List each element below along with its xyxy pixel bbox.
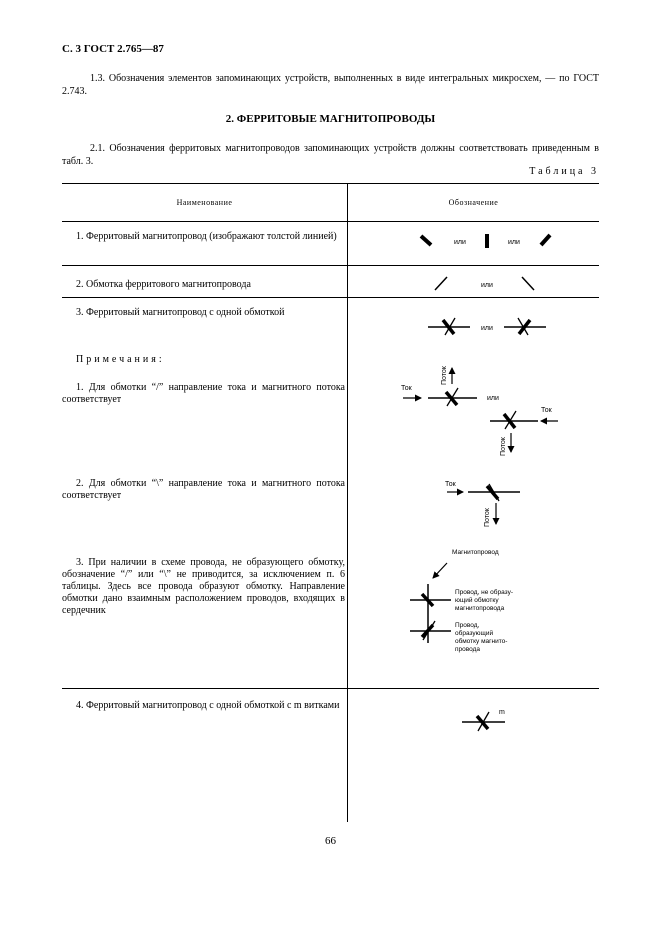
core-slant-right	[541, 235, 550, 245]
or-label: или	[454, 239, 466, 246]
page-number: 66	[325, 835, 336, 847]
flux-label: Поток	[500, 437, 507, 456]
note-1: 1. Для обмотки “/” направление тока и магнитного потока соответствует	[62, 382, 345, 405]
arrow-pointer-icon	[433, 563, 447, 578]
note-3-diagram	[410, 549, 515, 653]
paragraph-2-1: 2.1. Обозначения ферритовых магнитопроводов запоминающих устройств должны соответствовать приведенным в табл. 3.	[62, 143, 599, 167]
page-header: С. 3 ГОСТ 2.765—87	[62, 43, 164, 55]
paragraph-1-3: 1.3. Обозначения элементов запоминающих устройств, выполненных в виде интегральных микросхем, — по ГОСТ 2.743.	[62, 73, 599, 97]
core-winding-symbol-row-3	[428, 318, 546, 335]
column-header-symbol: Обозначение	[448, 198, 499, 207]
flux-label: Поток	[441, 366, 448, 385]
row-4-name: 4. Ферритовый магнитопровод с одной обмоткой с m витками	[76, 700, 340, 711]
or-label: или	[487, 395, 499, 402]
or-label: или	[481, 282, 493, 289]
wire-winding-label: Провод, образующий обмотку магнито- провода	[455, 622, 508, 653]
core-slant-left	[421, 236, 431, 245]
m-label: m	[499, 709, 505, 716]
winding-back-slash	[522, 277, 534, 290]
magnetic-core-label: Магнитопровод	[452, 549, 499, 556]
table-caption: Таблица 3	[529, 166, 599, 177]
or-label: или	[508, 239, 520, 246]
flux-label: Поток	[484, 508, 491, 527]
current-label: Ток	[541, 407, 552, 414]
winding-forward-slash	[435, 277, 447, 290]
column-header-name: Наименование	[176, 198, 233, 207]
wire-not-winding-label: Провод, не образу- ющий обмотку магнитопровода	[455, 589, 513, 612]
winding-symbol-row-2	[435, 277, 534, 290]
current-label: Ток	[401, 385, 412, 392]
row-3-name: 3. Ферритовый магнитопровод с одной обмоткой	[76, 307, 285, 318]
current-label: Ток	[445, 481, 456, 488]
note-2: 2. Для обмотки “\” направление тока и магнитного потока соответствует	[62, 478, 345, 501]
section-title: 2. ФЕРРИТОВЫЕ МАГНИТОПРОВОДЫ	[225, 113, 436, 125]
row-1-name: 1. Ферритовый магнитопровод (изображают толстой линией)	[76, 231, 337, 242]
core-symbol-row-1	[421, 234, 550, 248]
or-label: или	[481, 325, 493, 332]
note-3: 3. При наличии в схеме провода, не образующего обмотку, обозначение “/” или “\” не приводится, за исключением п. 6 таблицы. Здесь все провода образуют обмотку. Направление обмотки дано взаимным расположением проводов, входящих в сердечник	[62, 557, 345, 616]
row-2-name: 2. Обмотка ферритового магнитопровода	[76, 279, 251, 290]
note-1-diagram	[401, 365, 558, 456]
note-2-diagram	[445, 481, 520, 527]
notes-title: Примечания:	[76, 354, 165, 365]
core-m-turns-symbol	[462, 709, 505, 731]
